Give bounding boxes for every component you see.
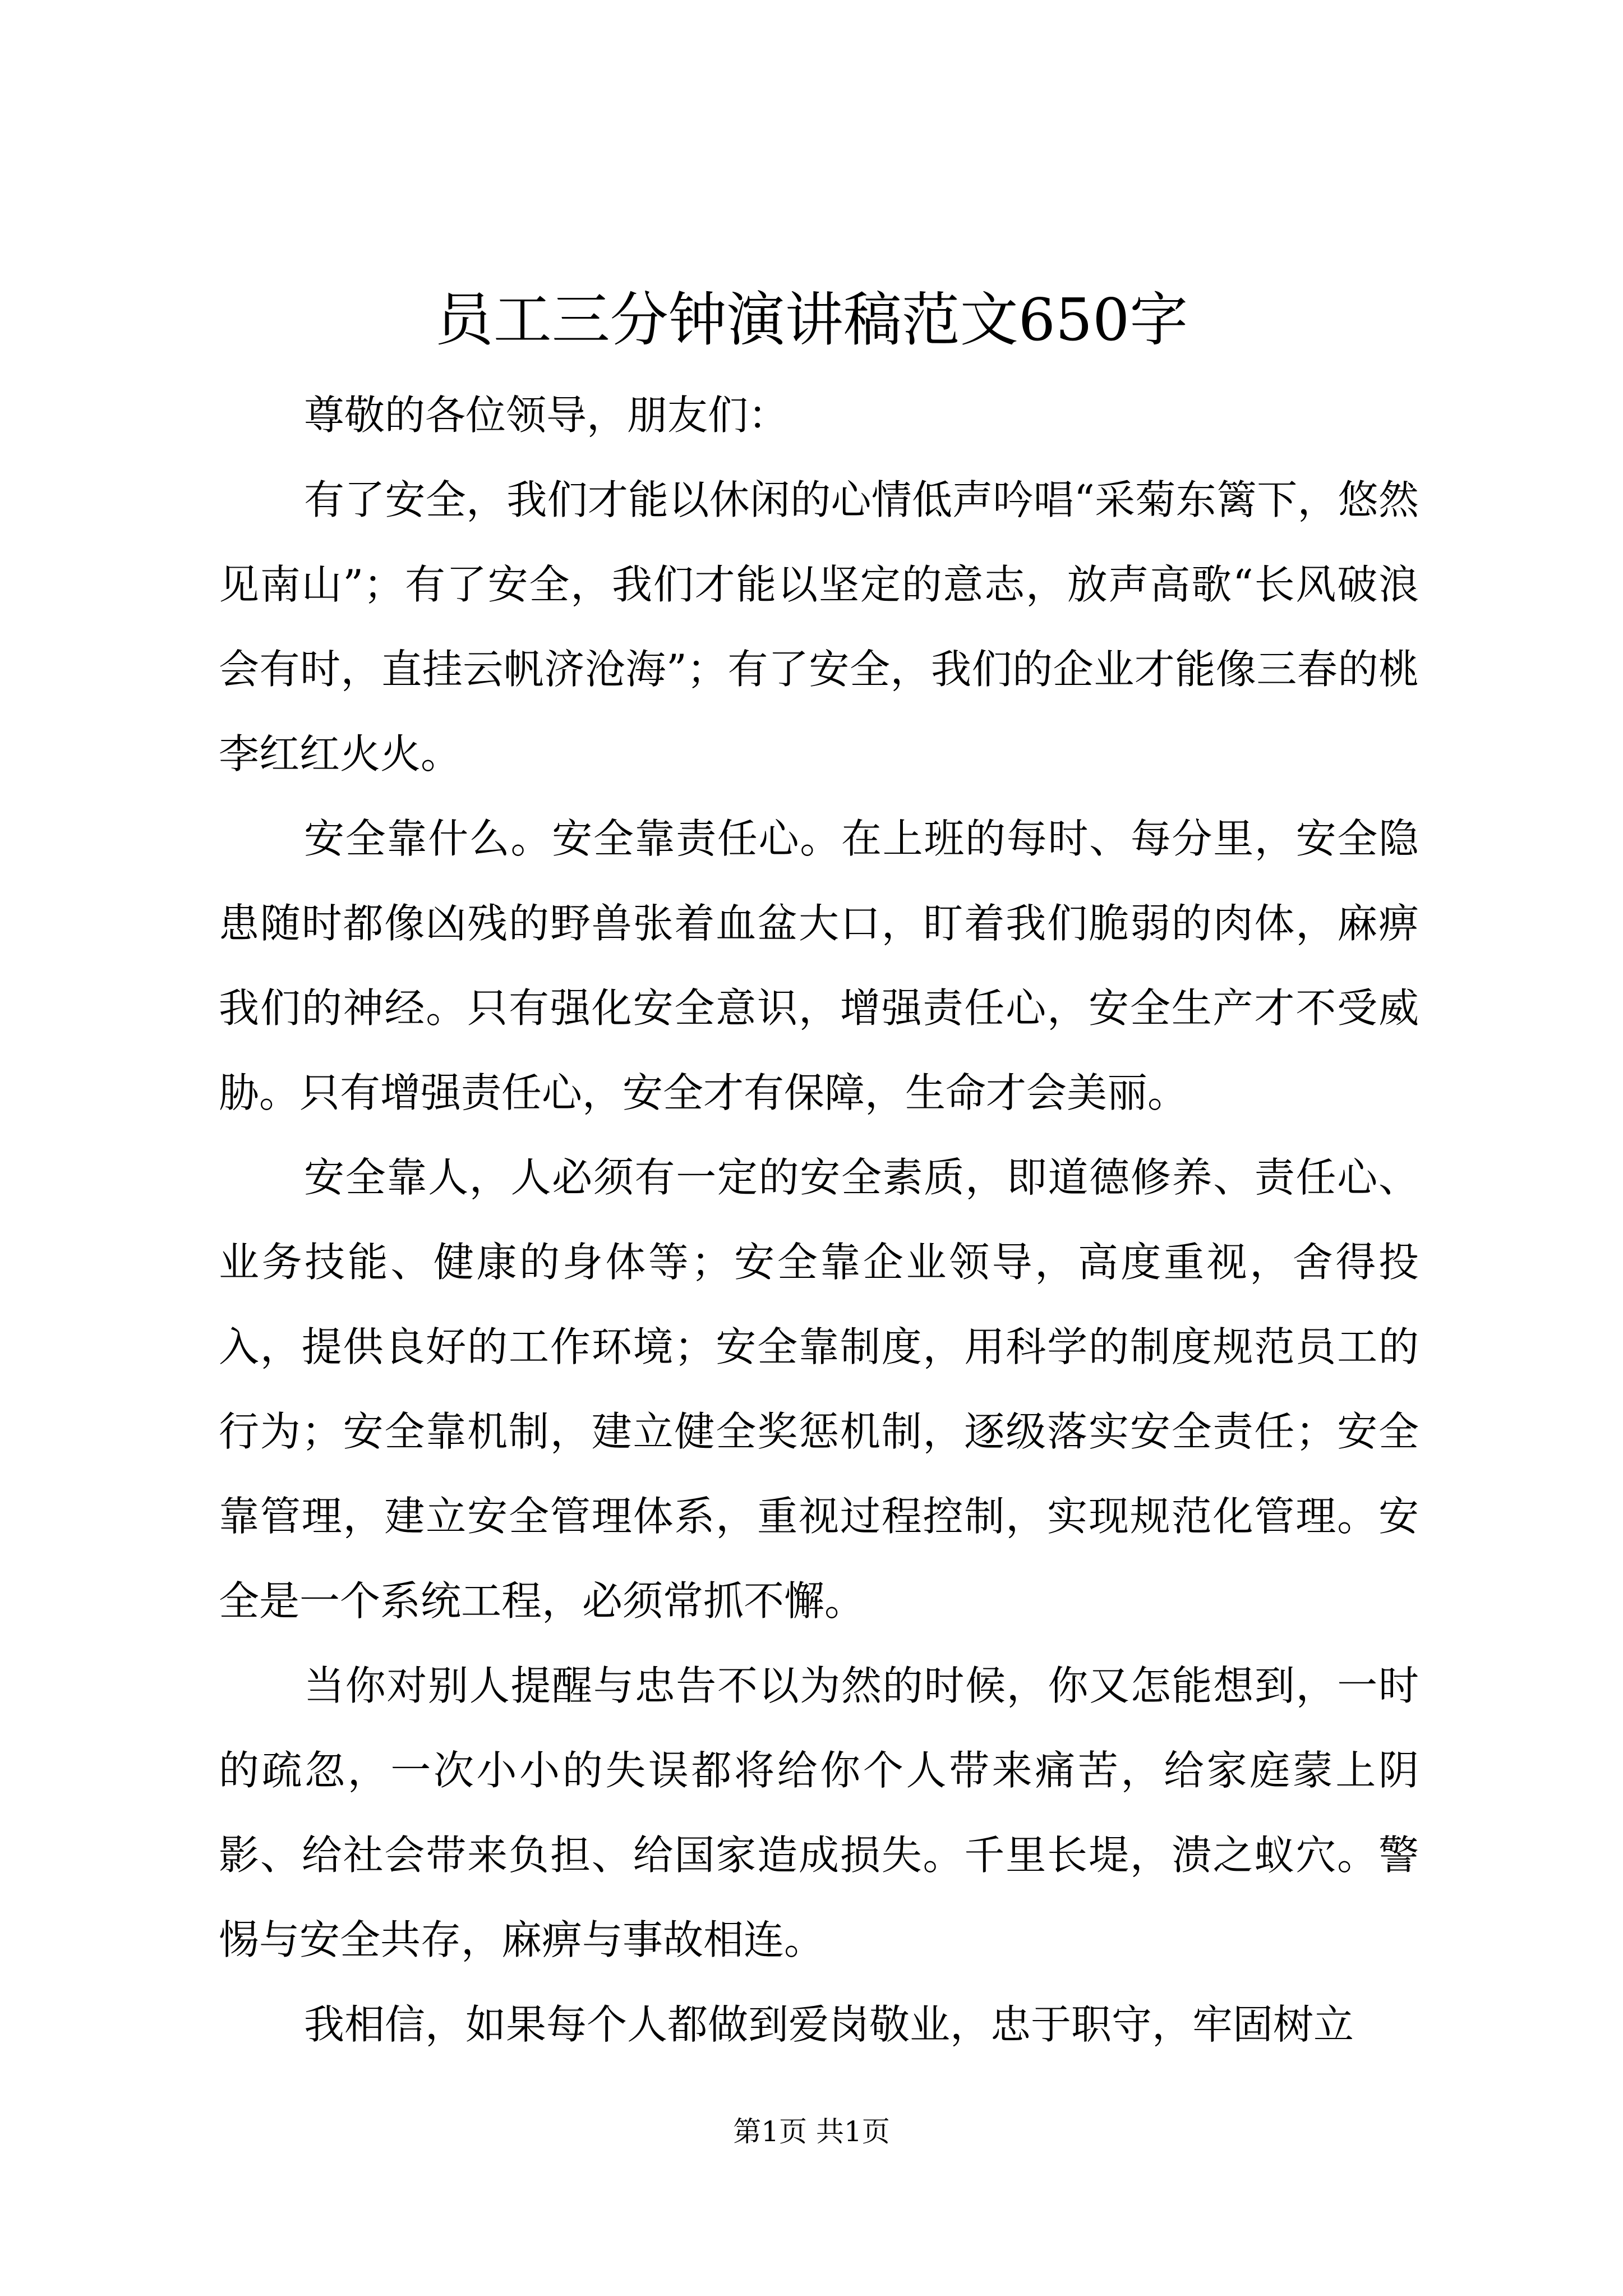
paragraph: 有了安全，我们才能以休闲的心情低声吟唱“采菊东篱下，悠然见南山”；有了安全，我们才能以坚定的意志，放声高歌“长风破浪会有时，直挂云帆济沧海”；有了安全，我们的企业才能像三春的桃李红红火火。 (219, 476, 1419, 777)
paragraph-salutation: 尊敬的各位领导，朋友们： (304, 392, 789, 439)
document-title: 员工三分钟演讲稿范文650字 (435, 286, 1188, 354)
paragraph: 安全靠人，人必须有一定的安全素质，即道德修养、责任心、业务技能、健康的身体等；安全靠企业领导，高度重视，舍得投入，提供良好的工作环境；安全靠制度，用科学的制度规范员工的行为；安全靠机制，建立健全奖惩机制，逐级落实安全责任；安全靠管理，建立安全管理体系，重视过程控制，实现规范化管理。安全是一个系统工程，必须常抓不懈。 (219, 1154, 1419, 1625)
page-number-footer: 第1页 共1页 (733, 2115, 890, 2148)
document-body (219, 373, 1419, 2067)
paragraph: 安全靠什么。安全靠责任心。在上班的每时、每分里，安全隐患随时都像凶残的野兽张着血盆大口，盯着我们脆弱的肉体，麻痹我们的神经。只有强化安全意识，增强责任心，安全生产才不受威胁。只有增强责任心，安全才有保障，生命才会美丽。 (219, 815, 1419, 1116)
paragraph: 当你对别人提醒与忠告不以为然的时候，你又怎能想到，一时的疏忽，一次小小的失误都将给你个人带来痛苦，给家庭蒙上阴影、给社会带来负担、给国家造成损失。千里长堤，溃之蚁穴。警惕与安全共存，麻痹与事故相连。 (219, 1662, 1419, 1963)
paragraph: 我相信，如果每个人都做到爱岗敬业，忠于职守，牢固树立 (304, 2001, 1354, 2048)
